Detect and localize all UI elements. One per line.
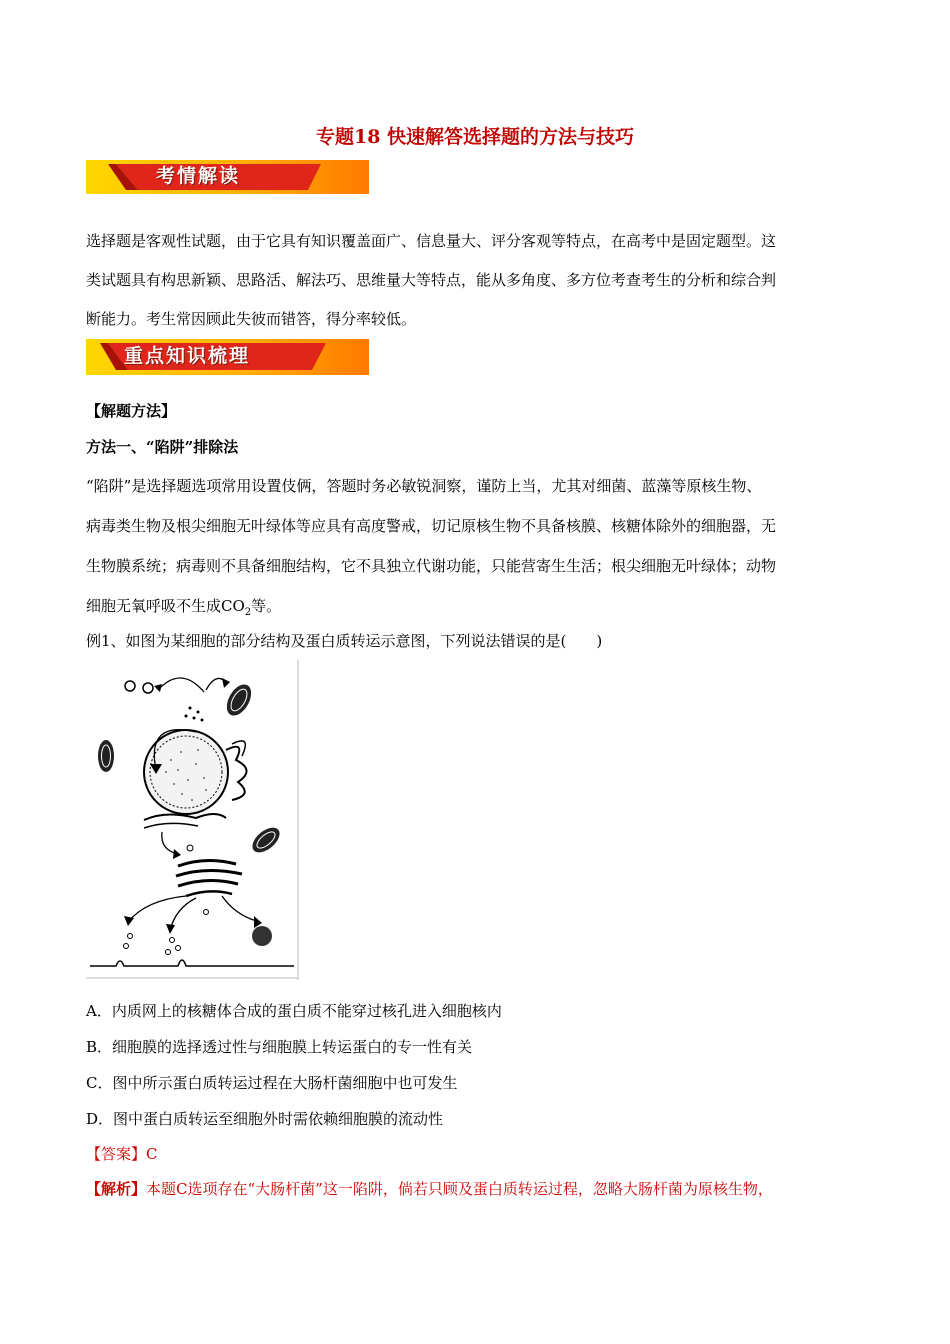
intro-line: 选择题是客观性试题，由于它具有知识覆盖面广、信息量大、评分客观等特点，在高考中是固定题型。这 <box>86 232 777 250</box>
analysis-line <box>86 1178 876 1199</box>
co2-formula <box>221 597 252 618</box>
method-line4-prefix: 细胞无氧呼吸不生成 <box>86 597 222 615</box>
page-title: 专题18 快速解答选择题的方法与技巧 <box>315 126 635 148</box>
co-subscript: 2 <box>244 607 252 618</box>
intro-line: 类试题具有构思新颖、思路活、解法巧、思维量大等特点，能从多角度、多方位考查考生的分析和综合判 <box>86 271 777 289</box>
cell-diagram <box>86 660 300 980</box>
option-b: B．细胞膜的选择透过性与细胞膜上转运蛋白的专一性有关 <box>86 1038 473 1056</box>
method-heading: 【解题方法】 <box>86 402 177 420</box>
intro-line: 断能力。考生常因顾此失彼而错答，得分率较低。 <box>86 310 417 328</box>
option-c: C．图中所示蛋白质转运过程在大肠杆菌细胞中也可发生 <box>86 1074 458 1092</box>
method-line: “陷阱”是选择题选项常用设置伎俩，答题时务必敏锐洞察，谨防上当，尤其对细菌、蓝藻等原核生物、 <box>86 477 762 495</box>
banner-text-zhongdian: 重点知识梳理 <box>124 345 251 367</box>
banner-zhongdian <box>86 339 369 373</box>
answer-value: C <box>146 1145 158 1163</box>
analysis-text: 本题C选项存在“大肠杆菌”这一陷阱，倘若只顾及蛋白质转运过程，忽略大肠杆菌为原核生物， <box>146 1180 773 1198</box>
answer-label: 【答案】 <box>86 1145 147 1163</box>
analysis-label: 【解析】 <box>86 1180 147 1198</box>
answer-line <box>86 1143 158 1164</box>
method-line: 生物膜系统；病毒则不具备细胞结构，它不具独立代谢功能，只能营寄生生活；根尖细胞无叶绿体；动物 <box>86 557 777 575</box>
co-text: CO <box>221 597 245 615</box>
intro-paragraph <box>86 222 866 339</box>
option-d: D．图中蛋白质转运至细胞外时需依赖细胞膜的流动性 <box>86 1110 444 1128</box>
method-line4-suffix: 等。 <box>251 597 282 615</box>
method-line <box>86 586 866 633</box>
method-paragraph <box>86 466 866 633</box>
example-question: 例1、如图为某细胞的部分结构及蛋白质转运示意图，下列说法错误的是( ) <box>86 632 603 650</box>
option-a: A．内质网上的核糖体合成的蛋白质不能穿过核孔进入细胞核内 <box>86 1002 502 1020</box>
method-line: 病毒类生物及根尖细胞无叶绿体等应具有高度警戒，切记原核生物不具备核膜、核糖体除外的细胞器，无 <box>86 517 777 535</box>
method-subheading: 方法一、“陷阱”排除法 <box>86 438 239 456</box>
banner-kaoqing <box>86 160 369 194</box>
banner-text-kaoqing: 考情解读 <box>156 165 241 187</box>
